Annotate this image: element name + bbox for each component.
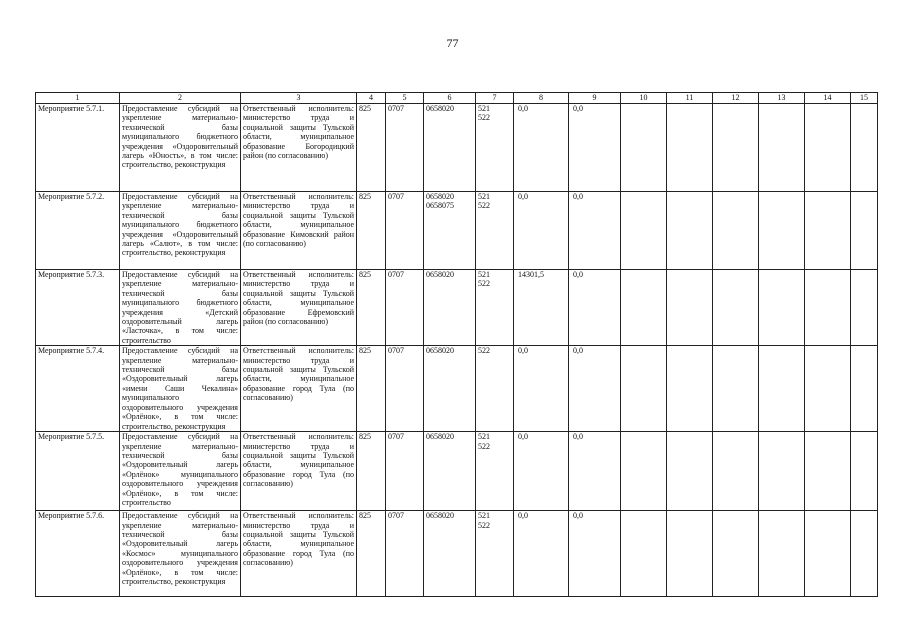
- value-cell-10: [621, 192, 667, 270]
- measure-cell: Мероприятие 5.7.1.: [36, 104, 120, 192]
- code-cell-7: 521 522: [476, 270, 514, 346]
- value-cell-9: 0,0: [569, 432, 621, 511]
- value-cell-8: 0,0: [514, 104, 569, 192]
- code-cell-7: 522: [476, 346, 514, 432]
- value-cell-8: 14301,5: [514, 270, 569, 346]
- value-cell-9: 0,0: [569, 104, 621, 192]
- value-cell-8: 0,0: [514, 346, 569, 432]
- value-cell-14: [805, 270, 851, 346]
- measure-cell: Мероприятие 5.7.2.: [36, 192, 120, 270]
- value-cell-10: [621, 432, 667, 511]
- table-row: [36, 346, 878, 432]
- column-header-6: 6: [424, 93, 476, 104]
- code-cell-5: 0707: [386, 511, 424, 597]
- code-cell-7: 521 522: [476, 432, 514, 511]
- value-cell-11: [667, 432, 713, 511]
- value-cell-12: [713, 346, 759, 432]
- column-header-2: 2: [120, 93, 241, 104]
- code-cell-4: 825: [357, 511, 386, 597]
- value-cell-9: 0,0: [569, 346, 621, 432]
- column-header-13: 13: [759, 93, 805, 104]
- value-cell-14: [805, 346, 851, 432]
- column-header-10: 10: [621, 93, 667, 104]
- table-body: [36, 93, 878, 597]
- value-cell-13: [759, 192, 805, 270]
- value-cell-11: [667, 192, 713, 270]
- code-cell-6: 0658020: [424, 270, 476, 346]
- column-header-3: 3: [241, 93, 357, 104]
- page-number: 77: [446, 36, 459, 50]
- responsible-cell: Ответственный исполнитель: министерство труда и социальной защиты Тульской области, муниципальное образование Богородицкий район (по согласованию): [241, 104, 357, 192]
- column-header-11: 11: [667, 93, 713, 104]
- code-cell-6: 0658020: [424, 432, 476, 511]
- value-cell-14: [805, 511, 851, 597]
- value-cell-13: [759, 270, 805, 346]
- column-header-14: 14: [805, 93, 851, 104]
- table-row: [36, 432, 878, 511]
- value-cell-11: [667, 104, 713, 192]
- description-cell: Предоставление субсидий на укрепление материально-технической базы муниципального бюджетного учреждения «Оздоровительный лагерь «Салют», в том числе: строительство, реконструкция: [120, 192, 241, 270]
- value-cell-15: [851, 192, 878, 270]
- measure-cell: Мероприятие 5.7.6.: [36, 511, 120, 597]
- value-cell-11: [667, 346, 713, 432]
- value-cell-15: [851, 511, 878, 597]
- code-cell-6: 0658020 0658075: [424, 192, 476, 270]
- code-cell-7: 521 522: [476, 192, 514, 270]
- code-cell-4: 825: [357, 270, 386, 346]
- column-header-12: 12: [713, 93, 759, 104]
- responsible-cell: Ответственный исполнитель: министерство труда и социальной защиты Тульской области, муниципальное образование город Тула (по согласованию): [241, 511, 357, 597]
- value-cell-8: 0,0: [514, 432, 569, 511]
- code-cell-4: 825: [357, 192, 386, 270]
- code-cell-4: 825: [357, 104, 386, 192]
- value-cell-10: [621, 104, 667, 192]
- value-cell-14: [805, 104, 851, 192]
- value-cell-11: [667, 270, 713, 346]
- code-cell-5: 0707: [386, 432, 424, 511]
- measure-cell: Мероприятие 5.7.5.: [36, 432, 120, 511]
- code-cell-6: 0658020: [424, 104, 476, 192]
- table-row: [36, 511, 878, 597]
- value-cell-15: [851, 104, 878, 192]
- code-cell-5: 0707: [386, 270, 424, 346]
- value-cell-13: [759, 104, 805, 192]
- value-cell-8: 0,0: [514, 192, 569, 270]
- value-cell-13: [759, 346, 805, 432]
- value-cell-10: [621, 511, 667, 597]
- column-header-4: 4: [357, 93, 386, 104]
- value-cell-12: [713, 270, 759, 346]
- table-row: [36, 270, 878, 346]
- measure-cell: Мероприятие 5.7.3.: [36, 270, 120, 346]
- responsible-cell: Ответственный исполнитель: министерство труда и социальной защиты Тульской области, муниципальное образование Кимовский район (по согласованию): [241, 192, 357, 270]
- value-cell-13: [759, 511, 805, 597]
- description-cell: Предоставление субсидий на укрепление материально-технической базы «Оздоровительный лагерь «имени Саши Чекалина» муниципального оздоровительного учреждения «Орлёнок», в том числе: строительство, реконструкция: [120, 346, 241, 432]
- responsible-cell: Ответственный исполнитель: министерство труда и социальной защиты Тульской области, муниципальное образование город Тула (по согласованию): [241, 346, 357, 432]
- value-cell-12: [713, 511, 759, 597]
- value-cell-12: [713, 432, 759, 511]
- column-header-8: 8: [514, 93, 569, 104]
- description-cell: Предоставление субсидий на укрепление материально-технической базы муниципального бюджетного учреждения «Детский оздоровительный лагерь «Ласточка», в том числе: строительство: [120, 270, 241, 346]
- code-cell-4: 825: [357, 432, 386, 511]
- measure-cell: Мероприятие 5.7.4.: [36, 346, 120, 432]
- description-cell: Предоставление субсидий на укрепление материально-технической базы «Оздоровительный лагерь «Орлёнок» муниципального оздоровительного учреждения «Орлёнок», в том числе: строительство: [120, 432, 241, 511]
- code-cell-5: 0707: [386, 104, 424, 192]
- column-header-15: 15: [851, 93, 878, 104]
- value-cell-12: [713, 104, 759, 192]
- code-cell-7: 521 522: [476, 104, 514, 192]
- value-cell-10: [621, 346, 667, 432]
- value-cell-15: [851, 270, 878, 346]
- table-row: [36, 192, 878, 270]
- value-cell-9: 0,0: [569, 192, 621, 270]
- value-cell-14: [805, 432, 851, 511]
- code-cell-5: 0707: [386, 192, 424, 270]
- value-cell-14: [805, 192, 851, 270]
- value-cell-9: 0,0: [569, 511, 621, 597]
- column-header-7: 7: [476, 93, 514, 104]
- responsible-cell: Ответственный исполнитель: министерство труда и социальной защиты Тульской области, муниципальное образование город Тула (по согласованию): [241, 432, 357, 511]
- value-cell-9: 0,0: [569, 270, 621, 346]
- value-cell-12: [713, 192, 759, 270]
- value-cell-10: [621, 270, 667, 346]
- table-row: [36, 104, 878, 192]
- code-cell-6: 0658020: [424, 511, 476, 597]
- value-cell-13: [759, 432, 805, 511]
- column-header-5: 5: [386, 93, 424, 104]
- value-cell-15: [851, 346, 878, 432]
- value-cell-15: [851, 432, 878, 511]
- value-cell-8: 0,0: [514, 511, 569, 597]
- code-cell-7: 521 522: [476, 511, 514, 597]
- column-header-9: 9: [569, 93, 621, 104]
- column-header-1: 1: [36, 93, 120, 104]
- code-cell-6: 0658020: [424, 346, 476, 432]
- subsidy-measures-table: [35, 92, 878, 597]
- code-cell-5: 0707: [386, 346, 424, 432]
- code-cell-4: 825: [357, 346, 386, 432]
- header-row: [36, 93, 878, 104]
- description-cell: Предоставление субсидий на укрепление материально-технической базы муниципального бюджетного учреждения «Оздоровительный лагерь «Юность», в том числе: строительство, реконструкция: [120, 104, 241, 192]
- value-cell-11: [667, 511, 713, 597]
- responsible-cell: Ответственный исполнитель: министерство труда и социальной защиты Тульской области, муниципальное образование Ефремовский район (по согласованию): [241, 270, 357, 346]
- description-cell: Предоставление субсидий на укрепление материально-технической базы «Оздоровительный лагерь «Космос» муниципального оздоровительного учреждения «Орлёнок», в том числе: строительство, реконструкция: [120, 511, 241, 597]
